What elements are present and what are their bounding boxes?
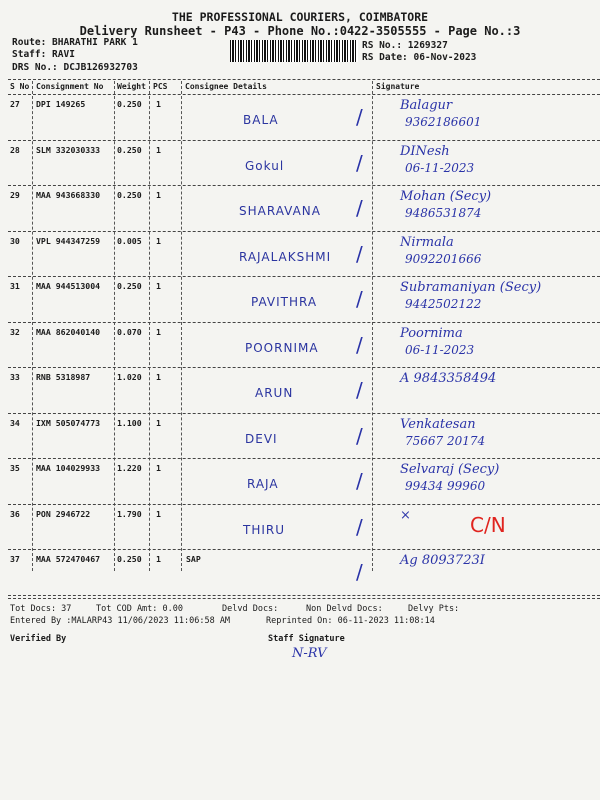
footer-rule — [8, 598, 600, 599]
row-tick-mark: / — [356, 469, 363, 493]
route-label: Route: BHARATHI PARK 1 — [12, 37, 138, 48]
row-divider — [8, 185, 600, 186]
row-consignee-name: SHARAVANA — [239, 204, 321, 218]
reprinted-on: Reprinted On: 06-11-2023 11:08:14 — [266, 616, 435, 626]
row-consignee-name: ARUN — [255, 386, 294, 400]
row-divider — [8, 367, 600, 368]
row-sno: 29 — [10, 190, 20, 200]
row-signature: Mohan (Secy) — [400, 189, 492, 204]
row-consignment-no: MAA 943668330 — [36, 190, 101, 200]
barcode — [230, 40, 358, 62]
row-pcs: 1 — [156, 144, 161, 155]
row-pcs: 1 — [156, 372, 161, 382]
row-signature: Venkatesan — [400, 416, 476, 432]
row-signature: Ag 8093723I — [400, 553, 485, 568]
row-consignment-no: SLM 332030333 — [36, 144, 101, 155]
row-divider — [8, 595, 600, 596]
row-consignment-no: MAA 572470467 — [36, 554, 101, 564]
row-pcs: 1 — [156, 417, 161, 428]
row-consignee-details: SAP — [186, 554, 201, 564]
row-weight: 1.020 — [117, 372, 142, 382]
row-weight: 0.250 — [117, 190, 142, 200]
entered-by: Entered By :MALARP43 11/06/2023 11:06:58 AM — [10, 616, 231, 626]
row-signature-note: C/N — [470, 512, 506, 537]
row-tick-mark: / — [356, 150, 363, 175]
row-divider — [8, 458, 600, 459]
row-consignee-name: POORNIMA — [245, 340, 319, 355]
row-consignee-name: Gokul — [245, 158, 285, 173]
row-tick-mark: / — [356, 514, 363, 539]
row-consignment-no: VPL 944347259 — [36, 235, 101, 246]
row-signature-note: 9442502122 — [405, 297, 482, 311]
row-tick-mark: / — [356, 423, 363, 448]
row-divider — [8, 276, 600, 277]
column-divider — [149, 81, 150, 571]
row-divider — [8, 140, 600, 141]
row-pcs: 1 — [156, 554, 161, 564]
row-sno: 32 — [10, 326, 20, 337]
row-tick-mark: / — [356, 378, 363, 402]
row-signature-note: 9486531874 — [405, 206, 482, 220]
row-pcs: 1 — [156, 235, 161, 246]
row-sno: 35 — [10, 463, 20, 473]
row-sno: 30 — [10, 235, 20, 246]
row-signature-note: 06-11-2023 — [405, 160, 475, 175]
drs-number: DRS No.: DCJB126932703 — [12, 62, 138, 73]
row-sno: 37 — [10, 554, 20, 564]
row-signature-note: 06-11-2023 — [405, 342, 475, 357]
row-divider — [8, 504, 600, 505]
total-docs: Tot Docs: 37 — [10, 604, 72, 614]
row-pcs: 1 — [156, 281, 161, 291]
row-signature: Subramaniyan (Secy) — [400, 280, 542, 295]
row-sno: 36 — [10, 508, 20, 519]
row-consignment-no: MAA 862040140 — [36, 326, 101, 337]
row-signature: DINesh — [400, 143, 450, 159]
row-sno: 34 — [10, 417, 20, 428]
total-cod: Tot COD Amt: 0.00 — [96, 604, 183, 614]
row-signature-note: 75667 20174 — [405, 433, 486, 448]
delivery-points: Delvy Pts: — [408, 604, 460, 614]
row-consignment-no: RNB 5318987 — [36, 372, 91, 382]
row-tick-mark: / — [356, 105, 363, 129]
rs-date: RS Date: 06-Nov-2023 — [362, 52, 477, 63]
header-bottom-rule — [8, 94, 600, 95]
staff-signature: N-RV — [292, 646, 327, 661]
row-tick-mark: / — [356, 287, 363, 311]
row-signature-note: 9362186601 — [405, 115, 482, 129]
row-sno: 27 — [10, 99, 20, 109]
row-signature-note: 99434 99960 — [405, 479, 486, 493]
delivered-docs: Delvd Docs: — [222, 604, 279, 614]
row-divider — [8, 549, 600, 550]
row-signature-note: 9092201666 — [405, 251, 482, 266]
verified-by: Verified By — [10, 634, 67, 644]
staff-label: Staff: RAVI — [12, 49, 75, 60]
row-consignment-no: DPI 149265 — [36, 99, 86, 109]
row-sno: 28 — [10, 144, 20, 155]
row-pcs: 1 — [156, 508, 161, 519]
row-divider — [8, 322, 600, 323]
column-divider — [181, 81, 182, 571]
col-header-weight: Weight — [117, 82, 146, 91]
staff-signature-label: Staff Signature — [268, 634, 345, 644]
row-tick-mark: / — [356, 196, 363, 220]
row-consignment-no: MAA 104029933 — [36, 463, 101, 473]
col-header-sno: S No — [10, 82, 30, 91]
row-weight: 0.250 — [117, 99, 142, 109]
row-tick-mark: / — [356, 332, 363, 357]
row-consignment-no: PON 2946722 — [36, 508, 91, 519]
col-header-pcs: PCS — [153, 82, 168, 91]
row-signature: A 9843358494 — [400, 371, 497, 386]
row-weight: 1.220 — [117, 463, 142, 473]
column-divider — [372, 81, 373, 571]
row-consignee-name: RAJALAKSHMI — [239, 249, 332, 264]
row-weight: 1.790 — [117, 508, 142, 519]
row-pcs: 1 — [156, 99, 161, 109]
row-tick-mark: / — [356, 560, 363, 584]
row-tick-mark: / — [356, 241, 363, 266]
row-weight: 0.250 — [117, 144, 142, 155]
row-sno: 31 — [10, 281, 20, 291]
table-top-rule — [8, 79, 600, 80]
row-consignee-name: RAJA — [247, 477, 279, 491]
row-consignee-name: DEVI — [245, 431, 278, 446]
non-delivered-docs: Non Delvd Docs: — [306, 604, 383, 614]
row-consignee-name: BALA — [243, 113, 279, 127]
col-header-consignment: Consignment No — [36, 82, 104, 91]
row-consignment-no: MAA 944513004 — [36, 281, 101, 291]
row-consignee-name: THIRU — [243, 522, 286, 537]
row-weight: 0.005 — [117, 235, 142, 246]
row-pcs: 1 — [156, 190, 161, 200]
row-divider — [8, 413, 600, 414]
row-weight: 0.070 — [117, 326, 142, 337]
row-consignment-no: IXM 505074773 — [36, 417, 101, 428]
row-sno: 33 — [10, 372, 20, 382]
col-header-details: Consignee Details — [185, 82, 267, 91]
row-weight: 0.250 — [117, 281, 142, 291]
row-signature: Balagur — [400, 98, 453, 113]
row-consignee-name: PAVITHRA — [251, 295, 318, 309]
row-signature: Selvaraj (Secy) — [400, 462, 500, 477]
row-pcs: 1 — [156, 326, 161, 337]
row-signature: Poornima — [400, 325, 463, 341]
company-title: THE PROFESSIONAL COURIERS, COIMBATORE — [171, 10, 429, 24]
row-divider — [8, 231, 600, 232]
row-weight: 0.250 — [117, 554, 142, 564]
row-pcs: 1 — [156, 463, 161, 473]
row-signature: × — [400, 507, 411, 523]
row-signature: Nirmala — [400, 234, 454, 250]
rs-number: RS No.: 1269327 — [362, 40, 448, 51]
column-divider — [32, 81, 33, 571]
row-weight: 1.100 — [117, 417, 142, 428]
col-header-signature: Signature — [376, 82, 420, 91]
column-divider — [114, 81, 115, 571]
runsheet-title: Delivery Runsheet - P43 - Phone No.:0422-3505555 - Page No.:3 — [79, 24, 521, 38]
